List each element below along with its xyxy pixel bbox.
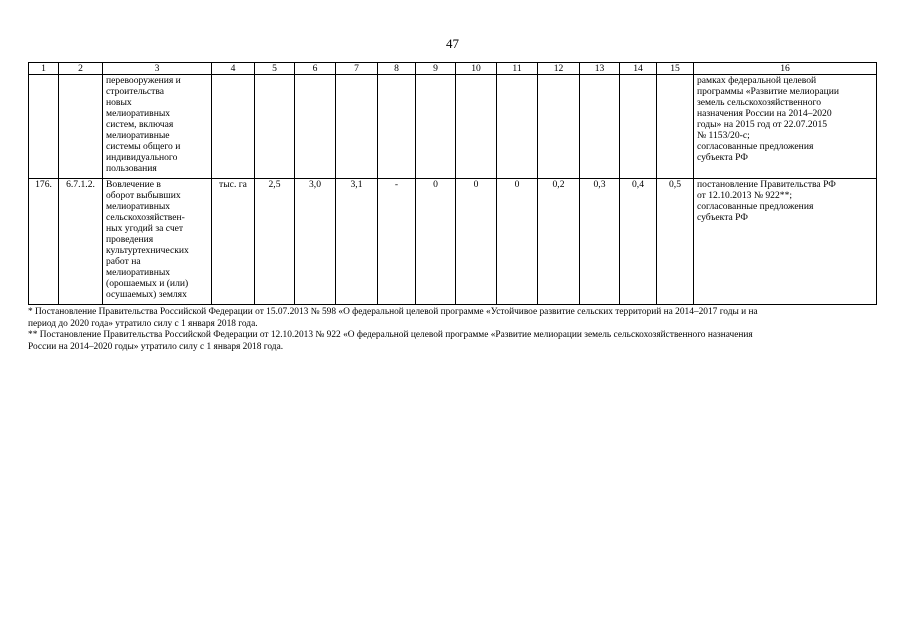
value-cell (620, 75, 657, 179)
value-cell (295, 75, 336, 179)
header-cell: 10 (456, 63, 497, 75)
source-cell (694, 75, 877, 179)
source-line: рамках федеральной целевой (697, 75, 817, 86)
source-line: согласованные предложения (697, 141, 814, 152)
value-cell (580, 75, 620, 179)
unit-cell (212, 75, 255, 179)
header-cell: 16 (694, 63, 877, 75)
source-line: от 12.10.2013 № 922**; (697, 190, 793, 201)
description-line: мелиоративные (106, 130, 170, 141)
code-cell (59, 75, 103, 179)
description-line: культуртехнических (106, 245, 189, 256)
description-line: пользования (106, 163, 157, 174)
description-line: индивидуального (106, 152, 178, 163)
value-cell: - (378, 179, 416, 305)
description-line: оборот выбывших (106, 190, 181, 201)
description-line: (орошаемых и (или) (106, 278, 189, 289)
footnote-line: период до 2020 года» утратило силу с 1 января 2018 года. (28, 318, 258, 329)
value-cell (657, 75, 694, 179)
footnote-2 (28, 330, 878, 353)
header-cell: 1 (29, 63, 59, 75)
value-cell (255, 75, 295, 179)
value-cell: 3,0 (295, 179, 336, 305)
value-cell: 2,5 (255, 179, 295, 305)
source-line: постановление Правительства РФ (697, 179, 836, 190)
table-header-row (29, 63, 877, 75)
table-row (29, 179, 877, 305)
header-cell: 15 (657, 63, 694, 75)
description-line: перевооружения и (106, 75, 181, 86)
source-line: годы» на 2015 год от 22.07.2015 (697, 119, 828, 130)
description-line: работ на (106, 256, 141, 267)
value-cell (497, 75, 538, 179)
header-cell: 6 (295, 63, 336, 75)
header-cell: 9 (416, 63, 456, 75)
row-number-cell (29, 75, 59, 179)
source-line: назначения России на 2014–2020 (697, 108, 832, 119)
value-cell: 0,2 (538, 179, 580, 305)
page-number: 47 (446, 36, 459, 51)
description-line: системы общего и (106, 141, 181, 152)
source-line: программы «Развитие мелиорации (697, 86, 840, 97)
value-cell: 0,4 (620, 179, 657, 305)
value-cell: 3,1 (336, 179, 378, 305)
source-line: субъекта РФ (697, 152, 748, 163)
source-cell (694, 179, 877, 305)
footnote-1 (28, 307, 878, 330)
footnote-line: * Постановление Правительства Российской Федерации от 15.07.2013 № 598 «О федеральной целевой программе «Устойчивое развитие сельских территорий на 2014–2017 годы и на (28, 307, 758, 317)
header-cell: 7 (336, 63, 378, 75)
header-cell: 5 (255, 63, 295, 75)
description-line: мелиоративных (106, 108, 171, 119)
header-cell: 12 (538, 63, 580, 75)
header-cell: 8 (378, 63, 416, 75)
value-cell (336, 75, 378, 179)
description-cell (103, 179, 212, 305)
value-cell: 0 (456, 179, 497, 305)
description-line: ных угодий за счет (106, 223, 184, 234)
footnote-line: России на 2014–2020 годы» утратило силу с 1 января 2018 года. (28, 341, 284, 352)
header-cell: 14 (620, 63, 657, 75)
description-line: систем, включая (106, 119, 174, 130)
description-line: строительства (106, 86, 165, 97)
description-line: новых (106, 97, 132, 108)
description-line: мелиоративных (106, 267, 171, 278)
description-line: сельскохозяйствен- (106, 212, 185, 223)
source-line: земель сельскохозяйственного (697, 97, 822, 108)
value-cell (538, 75, 580, 179)
table-row (29, 75, 877, 179)
footnote-line: ** Постановление Правительства Российской Федерации от 12.10.2013 № 922 «О федеральной целевой программе «Развитие мелиорации земель сельскохозяйственного назначения (28, 330, 753, 340)
source-line: № 1153/20-с; (697, 130, 750, 141)
description-cell (103, 75, 212, 179)
header-cell: 4 (212, 63, 255, 75)
description-line: мелиоративных (106, 201, 171, 212)
header-cell: 11 (497, 63, 538, 75)
value-cell: 0,5 (657, 179, 694, 305)
value-cell (456, 75, 497, 179)
row-number-cell: 176. (29, 179, 59, 305)
value-cell: 0 (497, 179, 538, 305)
value-cell (416, 75, 456, 179)
description-line: проведения (106, 234, 154, 245)
header-cell: 13 (580, 63, 620, 75)
value-cell: 0 (416, 179, 456, 305)
value-cell: 0,3 (580, 179, 620, 305)
data-table (28, 62, 877, 305)
unit-cell: тыс. га (212, 179, 255, 305)
header-cell: 3 (103, 63, 212, 75)
header-cell: 2 (59, 63, 103, 75)
source-line: субъекта РФ (697, 212, 748, 223)
description-line: осушаемых) землях (106, 289, 187, 300)
source-line: согласованные предложения (697, 201, 814, 212)
description-line: Вовлечение в (106, 179, 161, 190)
footnotes (28, 307, 878, 353)
value-cell (378, 75, 416, 179)
code-cell: 6.7.1.2. (59, 179, 103, 305)
